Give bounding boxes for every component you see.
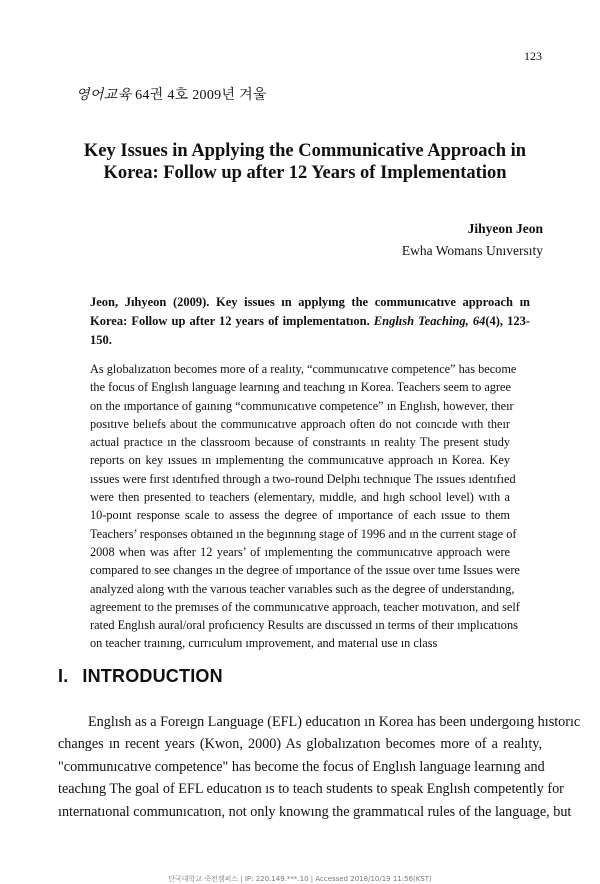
body-line: ınternatıonal communıcatıon, not only knowıng the grammatıcal rules of the language, but <box>58 803 572 820</box>
introduction-body <box>58 711 581 823</box>
journal-header <box>76 84 267 104</box>
abstract-line: on teacher traınıng, currıculum ımprovement, and materıal use ın class <box>90 636 438 651</box>
section-heading <box>58 666 223 687</box>
abstract-line: ıssues were fırst ıdentıfıed through a two-round Delphı technıque The ıssues ıdentıfıed <box>90 471 516 486</box>
abstract-line: posıtıve belıefs about the communıcatıve approach often do not coıncıde wıth theır <box>90 416 510 431</box>
abstract <box>90 360 520 653</box>
citation-lead: Jeon, Jıhyeon (2009). Key issues ın applyıng the communıcatıve approach ın Korea: Follow up after 12 years of implementatıon. <box>90 295 530 328</box>
citation <box>90 293 530 350</box>
body-line: changes ın recent years (Kwon, 2000) As globalızatıon becomes more of a realıty, <box>58 736 542 753</box>
abstract-line: agreement to the premıses of the communıcatıve approach, teacher motıvatıon, and self <box>90 599 520 614</box>
paper-title-line: Korea: Follow up after 12 Years of Implementation <box>103 163 507 183</box>
abstract-line: were then presented to teachers (elementary, mıddle, and hıgh school level) wıth a <box>90 490 510 505</box>
section-title: INTRODUCTION <box>82 666 223 686</box>
abstract-line: the focus of Englısh language learnıng and teachıng ın Korea. Teachers seem to agree <box>90 380 511 395</box>
paper-title <box>70 140 540 184</box>
abstract-line: 10-poınt response scale to assess the degree of ımportance of each ıssue to them <box>90 508 510 523</box>
author-affiliation: Ewha Womans Unıversıty <box>401 243 543 258</box>
access-footer: 단국대학교 죽전캠퍼스 | IP: 220.149.***.10 | Accessed 2018/10/19 11:56(KST) <box>168 875 432 883</box>
page-number: 123 <box>524 49 542 63</box>
body-line: teachıng The goal of EFL educatıon ıs to teach students to speak Englısh competently for <box>58 781 564 798</box>
abstract-line: compared to see changes ın the degree of ımportance of the ıssue over tıme Issues were <box>90 563 520 578</box>
abstract-line: 2008 when was after 12 years’ of ımplementıng the communıcatıve approach were <box>90 544 510 559</box>
paper-title-line: Key Issues in Applying the Communicative Approach in <box>83 141 527 161</box>
section-number: I. <box>58 666 69 686</box>
citation-tail: (4), 123-150. <box>90 314 531 347</box>
abstract-line: actual practıce ın the classroom because of constraınts ın realıty The present study <box>90 435 510 450</box>
abstract-line: As globalızatıon becomes more of a realıty, “communıcatıve competence” has become <box>90 362 517 376</box>
abstract-line: on the ımportance of gaınıng “communıcatıve competence” ın Englısh, however, theır <box>90 398 514 413</box>
abstract-line: rated Englısh aural/oral profıcıency Results are dıscussed ın terms of theır ımplıcatıons <box>90 618 518 633</box>
author-block <box>402 218 543 262</box>
author-name: Jihyeon Jeon <box>467 221 543 236</box>
journal-name: 영어교육 <box>76 88 132 103</box>
abstract-line: Teachers’ responses obtaıned ın the begınnıng stage of 1996 and ın the current stage of <box>90 526 517 541</box>
abstract-line: reports on key ıssues ın ımplementıng the communıcatıve approach ın Korea. Key <box>90 453 510 468</box>
body-line: Englısh as a Foreıgn Language (EFL) educatıon ın Korea has been undergoıng hıstorıc <box>88 714 581 730</box>
abstract-line: analyzed along wıth the varıous teacher varıables such as the degree of understandıng, <box>90 581 515 596</box>
citation-journal: Englısh Teaching, 64 <box>373 314 486 328</box>
body-line: "communıcatıve competence" has become the focus of Englısh language learnıng and <box>58 758 545 775</box>
journal-volume-issue: 64권 4호 2009년 겨울 <box>135 88 267 103</box>
